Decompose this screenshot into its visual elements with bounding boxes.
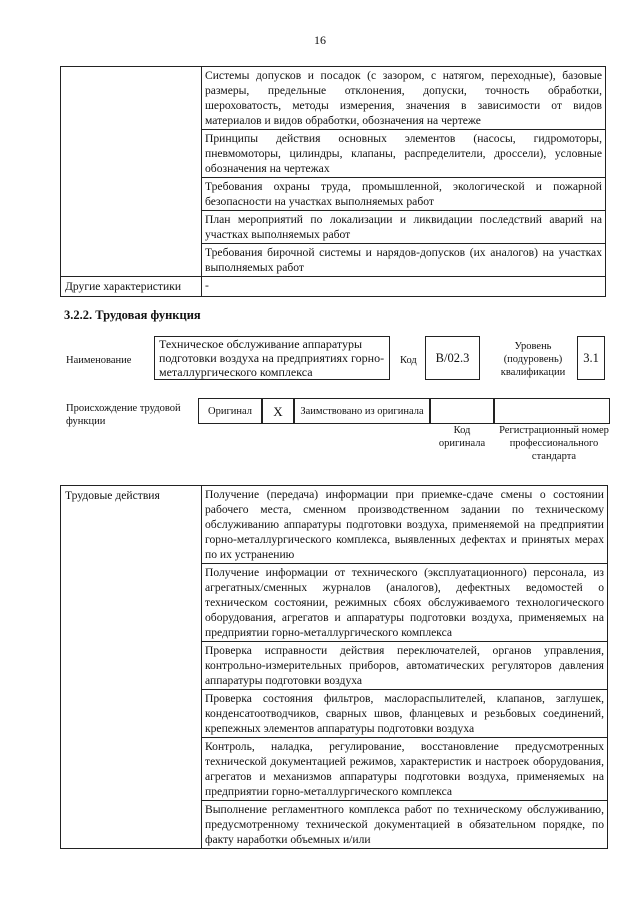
table-cell: Системы допусков и посадок (с зазором, с натягом, переходные), базовые размеры, предельные отклонения, допуски, точность обработки, шероховатость, методы измерения, значения в зависимости от видов материалов и видов обработки, обозначения на чертеже xyxy=(202,67,606,130)
table-cell: Контроль, наладка, регулирование, восстановление предусмотренных технической документацией режимов, характеристик и настроек оборудования, агрегатов и механизмов аппаратуры подготовки воздуха, применяемых на предприятии горно-металлургического комплекса xyxy=(202,738,608,801)
borrowed-label: Заимствовано из оригинала xyxy=(294,398,430,424)
table-cell: Проверка исправности действия переключателей, органов управления, контрольно-измерительных приборов, автоматических регуляторов давления аппаратуры подготовки воздуха xyxy=(202,642,608,690)
row-label xyxy=(61,67,202,277)
reg-caption: Регистрационный номер профессионального стандарта xyxy=(499,425,609,462)
original-code-cell xyxy=(430,398,494,424)
table-cell: Проверка состояния фильтров, маслораспылителей, клапанов, заглушек, конденсатоотводчиков, сварных швов, фланцевых и резьбовых соединений, крепежных элементов аппаратуры подготовки воздуха xyxy=(202,690,608,738)
table-cell: - xyxy=(202,277,606,297)
level-label: Уровень (подуровень) квалификации xyxy=(500,341,566,378)
origin-label: Происхождение трудовой функции xyxy=(66,403,181,427)
table-cell: Принципы действия основных элементов (насосы, гидромоторы, пневмомоторы, цилиндры, клапаны, распределители, дроссели), условные обозначения на чертежах xyxy=(202,130,606,178)
table-row xyxy=(61,277,606,297)
page-number: 16 xyxy=(314,33,326,47)
code-caption: Код оригинала xyxy=(438,425,486,449)
function-code: В/02.3 xyxy=(425,336,480,380)
name-label: Наименование xyxy=(66,355,132,366)
labor-actions-table xyxy=(60,485,608,849)
function-name: Техническое обслуживание аппаратуры подготовки воздуха на предприятиях горно-металлургического комплекса xyxy=(154,336,390,380)
qualification-level: 3.1 xyxy=(577,336,605,380)
origin-row xyxy=(198,398,610,424)
table-cell: Получение информации от технического (эксплуатационного) персонала, из агрегатных/сменных журналов (аналогов), дефектных ведомостей о техническом состоянии, режимных сбоях обслуживаемого технологического оборудования, агрегатов и аппаратуры подготовки воздуха, применяемых на предприятии горно-металлургического комплекса xyxy=(202,564,608,642)
code-label: Код xyxy=(400,355,417,366)
original-label: Оригинал xyxy=(198,398,262,424)
table-row xyxy=(61,67,606,130)
table-cell: План мероприятий по локализации и ликвидации последствий аварий на участках выполняемых работ xyxy=(202,211,606,244)
section-heading: 3.2.2. Трудовая функция xyxy=(64,308,201,322)
table-cell: Получение (передача) информации при приемке-сдаче смены о состоянии рабочего места, сменном производственном задании по техническому обслуживанию аппаратуры подготовки воздуха, применяемой на предприятии горно-металлургического комплекса, выявленных дефектах и принятых мерах по их устранению xyxy=(202,486,608,564)
row-label: Трудовые действия xyxy=(61,486,202,849)
row-label: Другие характеристики xyxy=(61,277,202,297)
table-cell: Требования бирочной системы и нарядов-допусков (их аналогов) на участках выполняемых работ xyxy=(202,244,606,277)
reg-number-cell xyxy=(494,398,610,424)
table-row xyxy=(61,486,608,564)
requirements-table xyxy=(60,66,606,297)
original-mark: X xyxy=(262,398,294,424)
table-cell: Выполнение регламентного комплекса работ по техническому обслуживанию, предусмотренному технической документацией в обязательном порядке, по факту наработки объемных и/или xyxy=(202,801,608,849)
table-cell: Требования охраны труда, промышленной, экологической и пожарной безопасности на участках выполняемых работ xyxy=(202,178,606,211)
